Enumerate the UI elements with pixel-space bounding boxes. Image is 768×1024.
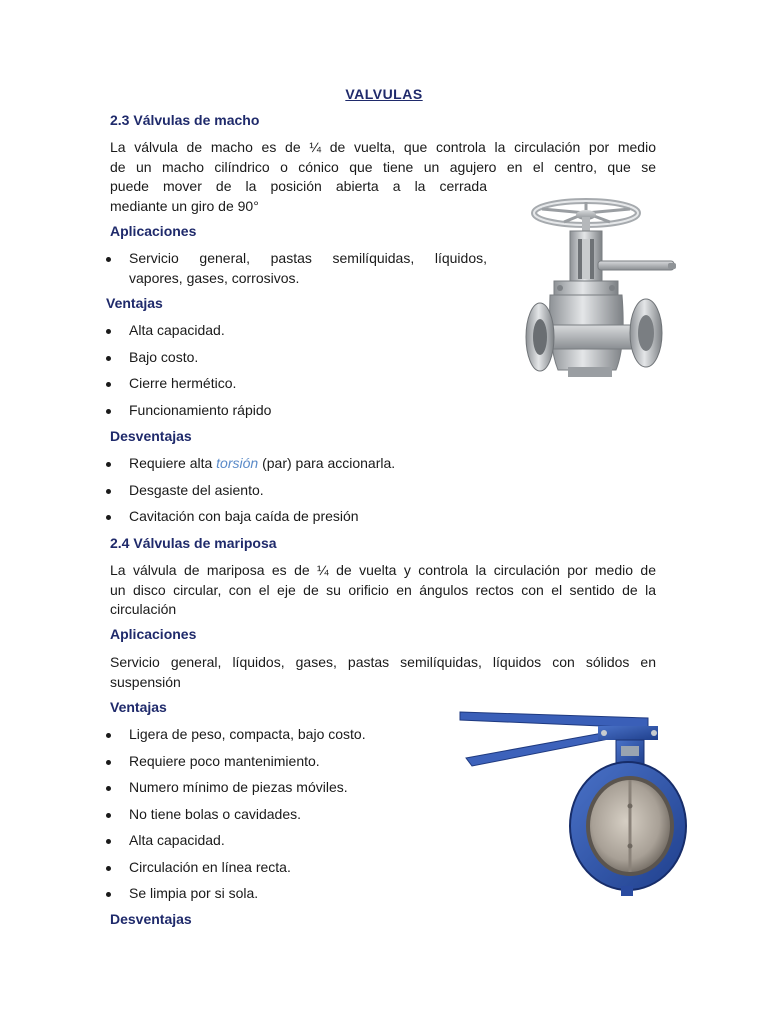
bullet bbox=[106, 813, 111, 818]
item-line: Servicio general, pastas semilíquidas, líquidos, bbox=[129, 250, 487, 266]
section-2-3-intro-wrap bbox=[110, 177, 487, 216]
list-item bbox=[110, 401, 490, 421]
item-text: Desgaste del asiento. bbox=[129, 481, 264, 498]
item-text: No tiene bolas o cavidades. bbox=[129, 805, 301, 822]
section-2-3-heading: 2.3 Válvulas de macho bbox=[110, 112, 260, 128]
list-item bbox=[110, 374, 490, 394]
bullet bbox=[106, 733, 111, 738]
list-item bbox=[110, 778, 450, 798]
torsion-link[interactable]: torsión bbox=[216, 455, 259, 471]
item-line: vapores, gases, corrosivos. bbox=[129, 269, 300, 286]
intro-line: mediante un giro de 90° bbox=[110, 197, 259, 214]
ventajas-heading: Ventajas bbox=[110, 699, 167, 715]
bullet bbox=[106, 462, 111, 467]
list-item bbox=[110, 831, 450, 851]
list-item bbox=[110, 481, 610, 501]
desventajas-heading: Desventajas bbox=[110, 911, 192, 927]
bullet bbox=[106, 839, 111, 844]
item-text: Requiere alta bbox=[129, 455, 217, 471]
ventajas-list bbox=[110, 321, 490, 420]
text-line: suspensión bbox=[110, 673, 181, 690]
bullet bbox=[106, 382, 111, 387]
page-title: VALVULAS bbox=[345, 86, 423, 102]
item-text: Alta capacidad. bbox=[129, 322, 225, 338]
section-2-3-intro bbox=[110, 138, 656, 177]
plug-valve-icon bbox=[520, 195, 685, 395]
list-item bbox=[110, 884, 450, 904]
item-text: Alta capacidad. bbox=[129, 832, 225, 848]
ventajas-list bbox=[110, 725, 450, 904]
butterfly-valve-icon bbox=[458, 708, 703, 903]
intro-line: un disco circular, con el eje de su orificio en ángulos rectos con el sentido de la bbox=[110, 581, 656, 598]
list-item bbox=[110, 348, 490, 368]
item-text: Requiere poco mantenimiento. bbox=[129, 752, 320, 769]
list-item bbox=[110, 805, 450, 825]
aplicaciones-text bbox=[110, 653, 656, 692]
item-text: Bajo costo. bbox=[129, 348, 199, 365]
item-text: Se limpia por si sola. bbox=[129, 885, 259, 901]
bullet bbox=[106, 866, 111, 871]
bullet bbox=[106, 257, 111, 262]
intro-line: La válvula de macho es de ¼ de vuelta, que controla la circulación por medio bbox=[110, 139, 656, 155]
item-text: (par) para accionarla. bbox=[258, 455, 396, 471]
item-text: Circulación en línea recta. bbox=[129, 858, 291, 875]
list-item bbox=[110, 321, 490, 341]
bullet bbox=[106, 892, 111, 897]
item-text: Funcionamiento rápido bbox=[129, 401, 272, 418]
bullet bbox=[106, 515, 111, 520]
intro-line: La válvula de mariposa es de ¼ de vuelta y controla la circulación por medio de bbox=[110, 562, 656, 578]
bullet bbox=[106, 786, 111, 791]
bullet bbox=[106, 356, 111, 361]
intro-line: circulación bbox=[110, 601, 177, 617]
item-text: Ligera de peso, compacta, bajo costo. bbox=[129, 726, 366, 742]
list-item bbox=[110, 725, 450, 745]
aplicaciones-list bbox=[110, 249, 487, 288]
item-text: Cierre hermético. bbox=[129, 375, 237, 391]
list-item bbox=[110, 249, 487, 288]
desventajas-list bbox=[110, 454, 610, 527]
list-item bbox=[110, 858, 450, 878]
desventajas-heading: Desventajas bbox=[110, 428, 192, 444]
aplicaciones-heading: Aplicaciones bbox=[110, 223, 197, 239]
bullet bbox=[106, 489, 111, 494]
list-item bbox=[110, 454, 610, 474]
section-2-4-intro bbox=[110, 561, 656, 620]
list-item bbox=[110, 752, 450, 772]
bullet bbox=[106, 409, 111, 414]
item-text: Cavitación con baja caída de presión bbox=[129, 508, 359, 524]
text-line: Servicio general, líquidos, gases, pastas semilíquidas, líquidos con sólidos en bbox=[110, 654, 656, 670]
bullet bbox=[106, 760, 111, 765]
intro-line: puede mover de la posición abierta a la cerrada bbox=[110, 178, 487, 194]
bullet bbox=[106, 329, 111, 334]
ventajas-heading: Ventajas bbox=[106, 295, 163, 311]
aplicaciones-heading: Aplicaciones bbox=[110, 626, 197, 642]
section-2-4-heading: 2.4 Válvulas de mariposa bbox=[110, 535, 277, 551]
intro-line: de un macho cilíndrico o cónico que tiene un agujero en el centro, que se bbox=[110, 158, 656, 175]
list-item bbox=[110, 507, 610, 527]
item-text: Numero mínimo de piezas móviles. bbox=[129, 779, 348, 795]
